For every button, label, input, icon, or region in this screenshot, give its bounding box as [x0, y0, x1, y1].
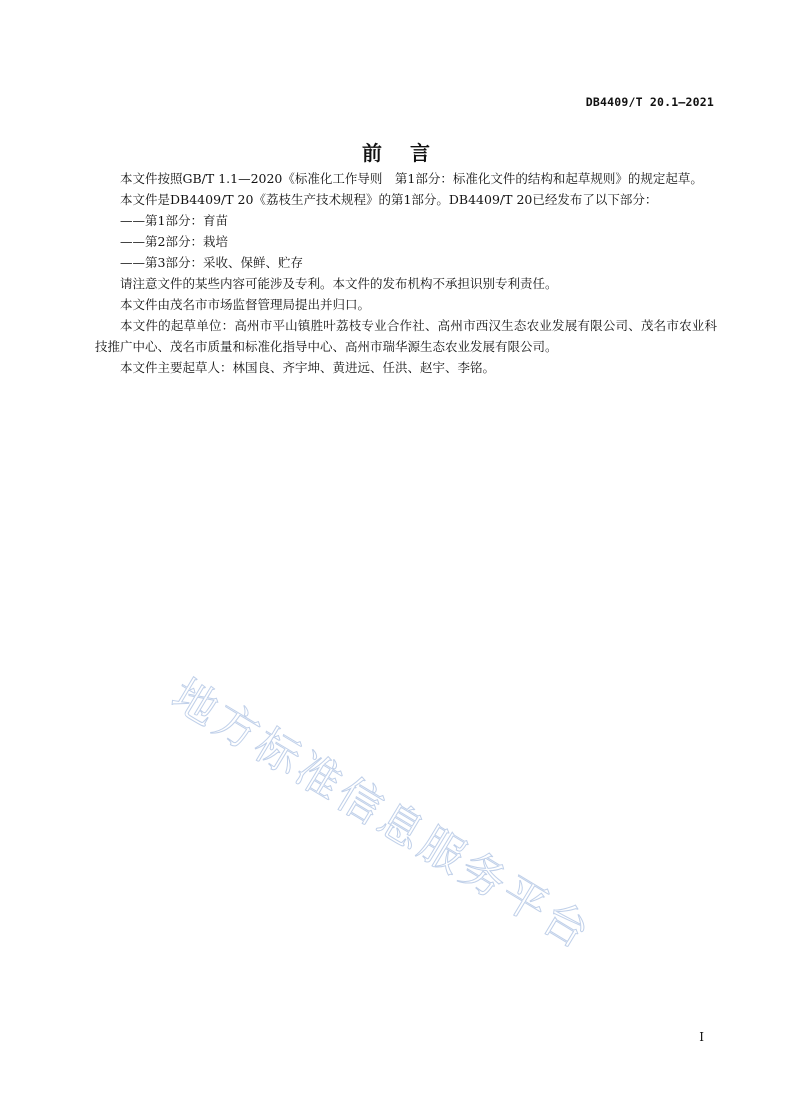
foreword-body [95, 168, 717, 378]
page-title: 前言 [362, 141, 458, 165]
paragraph-document-part: 本文件是DB4409/T 20《荔枝生产技术规程》的第1部分。DB4409/T 20已经发布了以下部分： [120, 192, 658, 207]
paragraph-drafters: 本文件主要起草人：林国良、齐宇坤、黄进远、任洪、赵宇、李铭。 [120, 360, 496, 375]
page-number: I [699, 1030, 704, 1044]
list-item-part-1: ——第1部分：育苗 [120, 213, 228, 228]
paragraph-drafting-units: 本文件的起草单位：高州市平山镇胜叶荔枝专业合作社、高州市西汉生态农业发展有限公司、茂名市农业科技推广中心、茂名市质量和标准化指导中心、高州市瑞华源生态农业发展有限公司。 [95, 318, 717, 354]
list-item-part-2: ——第2部分：栽培 [120, 234, 228, 249]
paragraph-patent-notice: 请注意文件的某些内容可能涉及专利。本文件的发布机构不承担识别专利责任。 [120, 276, 558, 291]
document-code: DB4409/T 20.1—2021 [585, 95, 714, 109]
paragraph-drafting-rules: 本文件按照GB/T 1.1—2020《标准化工作导则 第1部分：标准化文件的结构和起草规则》的规定起草。 [120, 171, 703, 186]
paragraph-proposer: 本文件由茂名市市场监督管理局提出并归口。 [120, 297, 371, 312]
list-item-part-3: ——第3部分：采收、保鲜、贮存 [120, 255, 303, 270]
watermark: 地方标准信息服务平台 [163, 669, 601, 961]
